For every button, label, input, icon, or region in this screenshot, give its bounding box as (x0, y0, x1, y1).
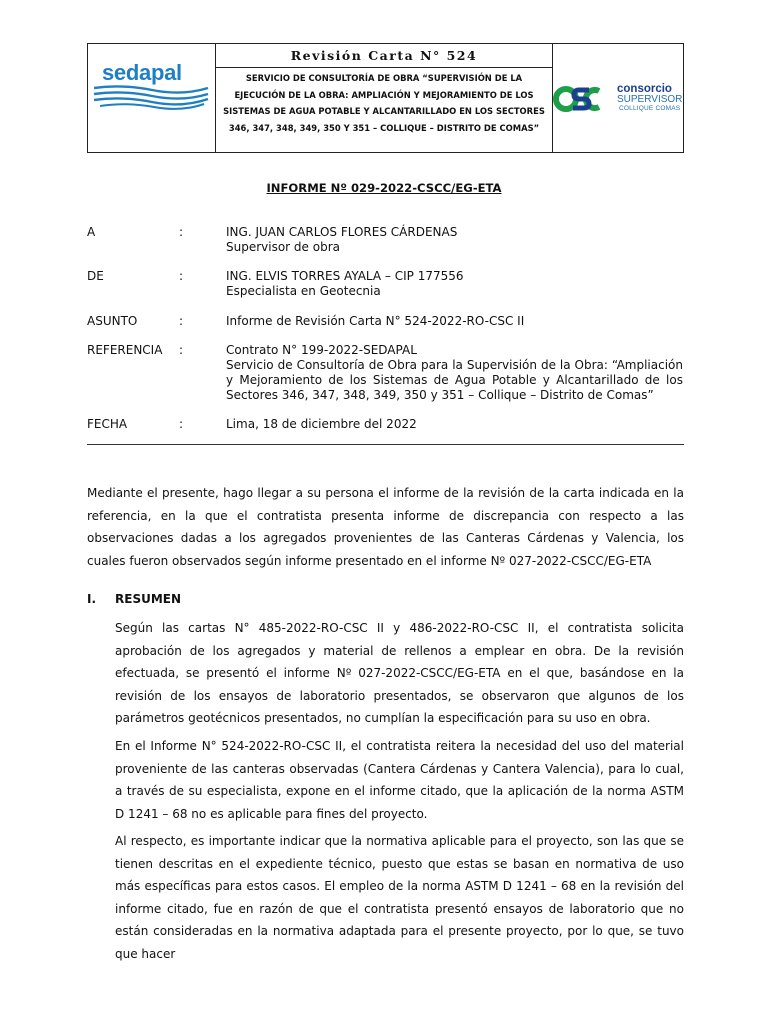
divider-line (87, 444, 684, 445)
recipient-role: Supervisor de obra (226, 240, 340, 254)
body-paragraph: Según las cartas N° 485-2022-RO-CSC II y 486-2022-RO-CSC II, el contratista solicita aprobación de los agregados y material de rellenos a emplear en obra. De la revisión efectuada, se presentó el informe Nº 027-2022-CSCC/EG-ETA en el que, basándose en la revisión de los ensayos de laboratorio presentados, se observaron que algunos de los parámetros geotécnicos presentados, no cumplían la especificación para su uso en obra. (115, 621, 684, 725)
csc-logo-cell (553, 44, 683, 152)
header-table (87, 43, 684, 153)
meta-row-asunto (87, 314, 684, 332)
section-title: RESUMEN (115, 592, 182, 606)
sedapal-logo-text: sedapal (102, 60, 182, 85)
meta-colon: : (179, 225, 184, 239)
meta-colon: : (179, 314, 184, 328)
csc-logo-icon (553, 82, 617, 116)
meta-row-a (87, 225, 684, 259)
meta-row-referencia (87, 343, 684, 407)
meta-label: A (87, 225, 96, 239)
csc-logo-word: consorcio (617, 83, 672, 95)
date-text: Lima, 18 de diciembre del 2022 (226, 417, 417, 431)
meta-label: REFERENCIA (87, 343, 163, 357)
sedapal-wave-icon (92, 84, 210, 114)
meta-value (226, 269, 683, 299)
sender-name: ING. ELVIS TORRES AYALA – CIP 177556 (226, 269, 464, 283)
reference-service: Servicio de Consultoría de Obra para la Supervisión de la Obra: “Ampliación y Mejoramiento de los Sistemas de Agua Potable y Alcantarillado de los Sectores 346, 347, 348, 349, 350 y 351 – Collique – Distrito de Comas” (226, 358, 683, 402)
sedapal-logo-cell (88, 44, 216, 152)
meta-colon: : (179, 343, 184, 357)
csc-logo-sub: SUPERVISOR (617, 94, 683, 105)
meta-value (226, 343, 683, 403)
sender-role: Especialista en Geotecnia (226, 284, 381, 298)
meta-label: ASUNTO (87, 314, 138, 328)
meta-label: FECHA (87, 417, 128, 431)
subject-text: Informe de Revisión Carta N° 524-2022-RO-CSC II (226, 314, 525, 328)
meta-colon: : (179, 269, 184, 283)
service-description: SERVICIO DE CONSULTORÍA DE OBRA “SUPERVISIÓN DE LA EJECUCIÓN DE LA OBRA: AMPLIACIÓN Y MEJORAMIENTO DE LOS SISTEMAS DE AGUA POTABLE Y ALCANTARILLADO EN LOS SECTORES 346, 347, 348, 349, 350 Y 351 – COLLIQUE – DISTRITO DE COMAS” (223, 73, 545, 133)
meta-row-fecha (87, 417, 684, 435)
intro-paragraph: Mediante el presente, hago llegar a su persona el informe de la revisión de la carta indicada en la referencia, en la que el contratista presenta informe de discrepancia con respecto a las observaciones dadas a los agregados provenientes de las Canteras Cárdenas y Valencia, los cuales fueron observados según informe presentado en el informe Nº 027-2022-CSCC/EG-ETA (87, 486, 684, 568)
meta-value (226, 314, 683, 329)
body-paragraph: Al respecto, es importante indicar que la normativa aplicable para el proyecto, son las que se tienen descritas en el expediente técnico, puesto que estas se basan en normativa de uso más específicas para estos casos. El empleo de la norma ASTM D 1241 – 68 en la revisión del informe citado, fue en razón de que el contratista presentó ensayos de laboratorio que no están consideradas en la normativa adaptada para el presente proyecto, por lo que, se tuvo que hacer (115, 834, 684, 961)
meta-colon: : (179, 417, 184, 431)
revision-title: Revisión Carta N° 524 (216, 44, 552, 68)
meta-row-de (87, 269, 684, 303)
meta-value (226, 225, 683, 255)
body-paragraph: En el Informe N° 524-2022-RO-CSC II, el contratista reitera la necesidad del uso del material proveniente de las canteras observadas (Cantera Cárdenas y Cantera Valencia), para lo cual, a través de su especialista, expone en el informe citado, que la aplicación de la norma ASTM D 1241 – 68 no es aplicable para fines del proyecto. (115, 739, 684, 821)
header-center-cell (216, 44, 553, 152)
csc-logo-sub2: COLLIQUE COMAS (619, 105, 681, 112)
report-title: INFORME Nº 029-2022-CSCC/EG-ETA (266, 181, 502, 195)
reference-contract: Contrato N° 199-2022-SEDAPAL (226, 343, 417, 357)
recipient-name: ING. JUAN CARLOS FLORES CÁRDENAS (226, 225, 458, 239)
meta-label: DE (87, 269, 104, 283)
section-number: I. (87, 592, 97, 606)
meta-value (226, 417, 683, 432)
